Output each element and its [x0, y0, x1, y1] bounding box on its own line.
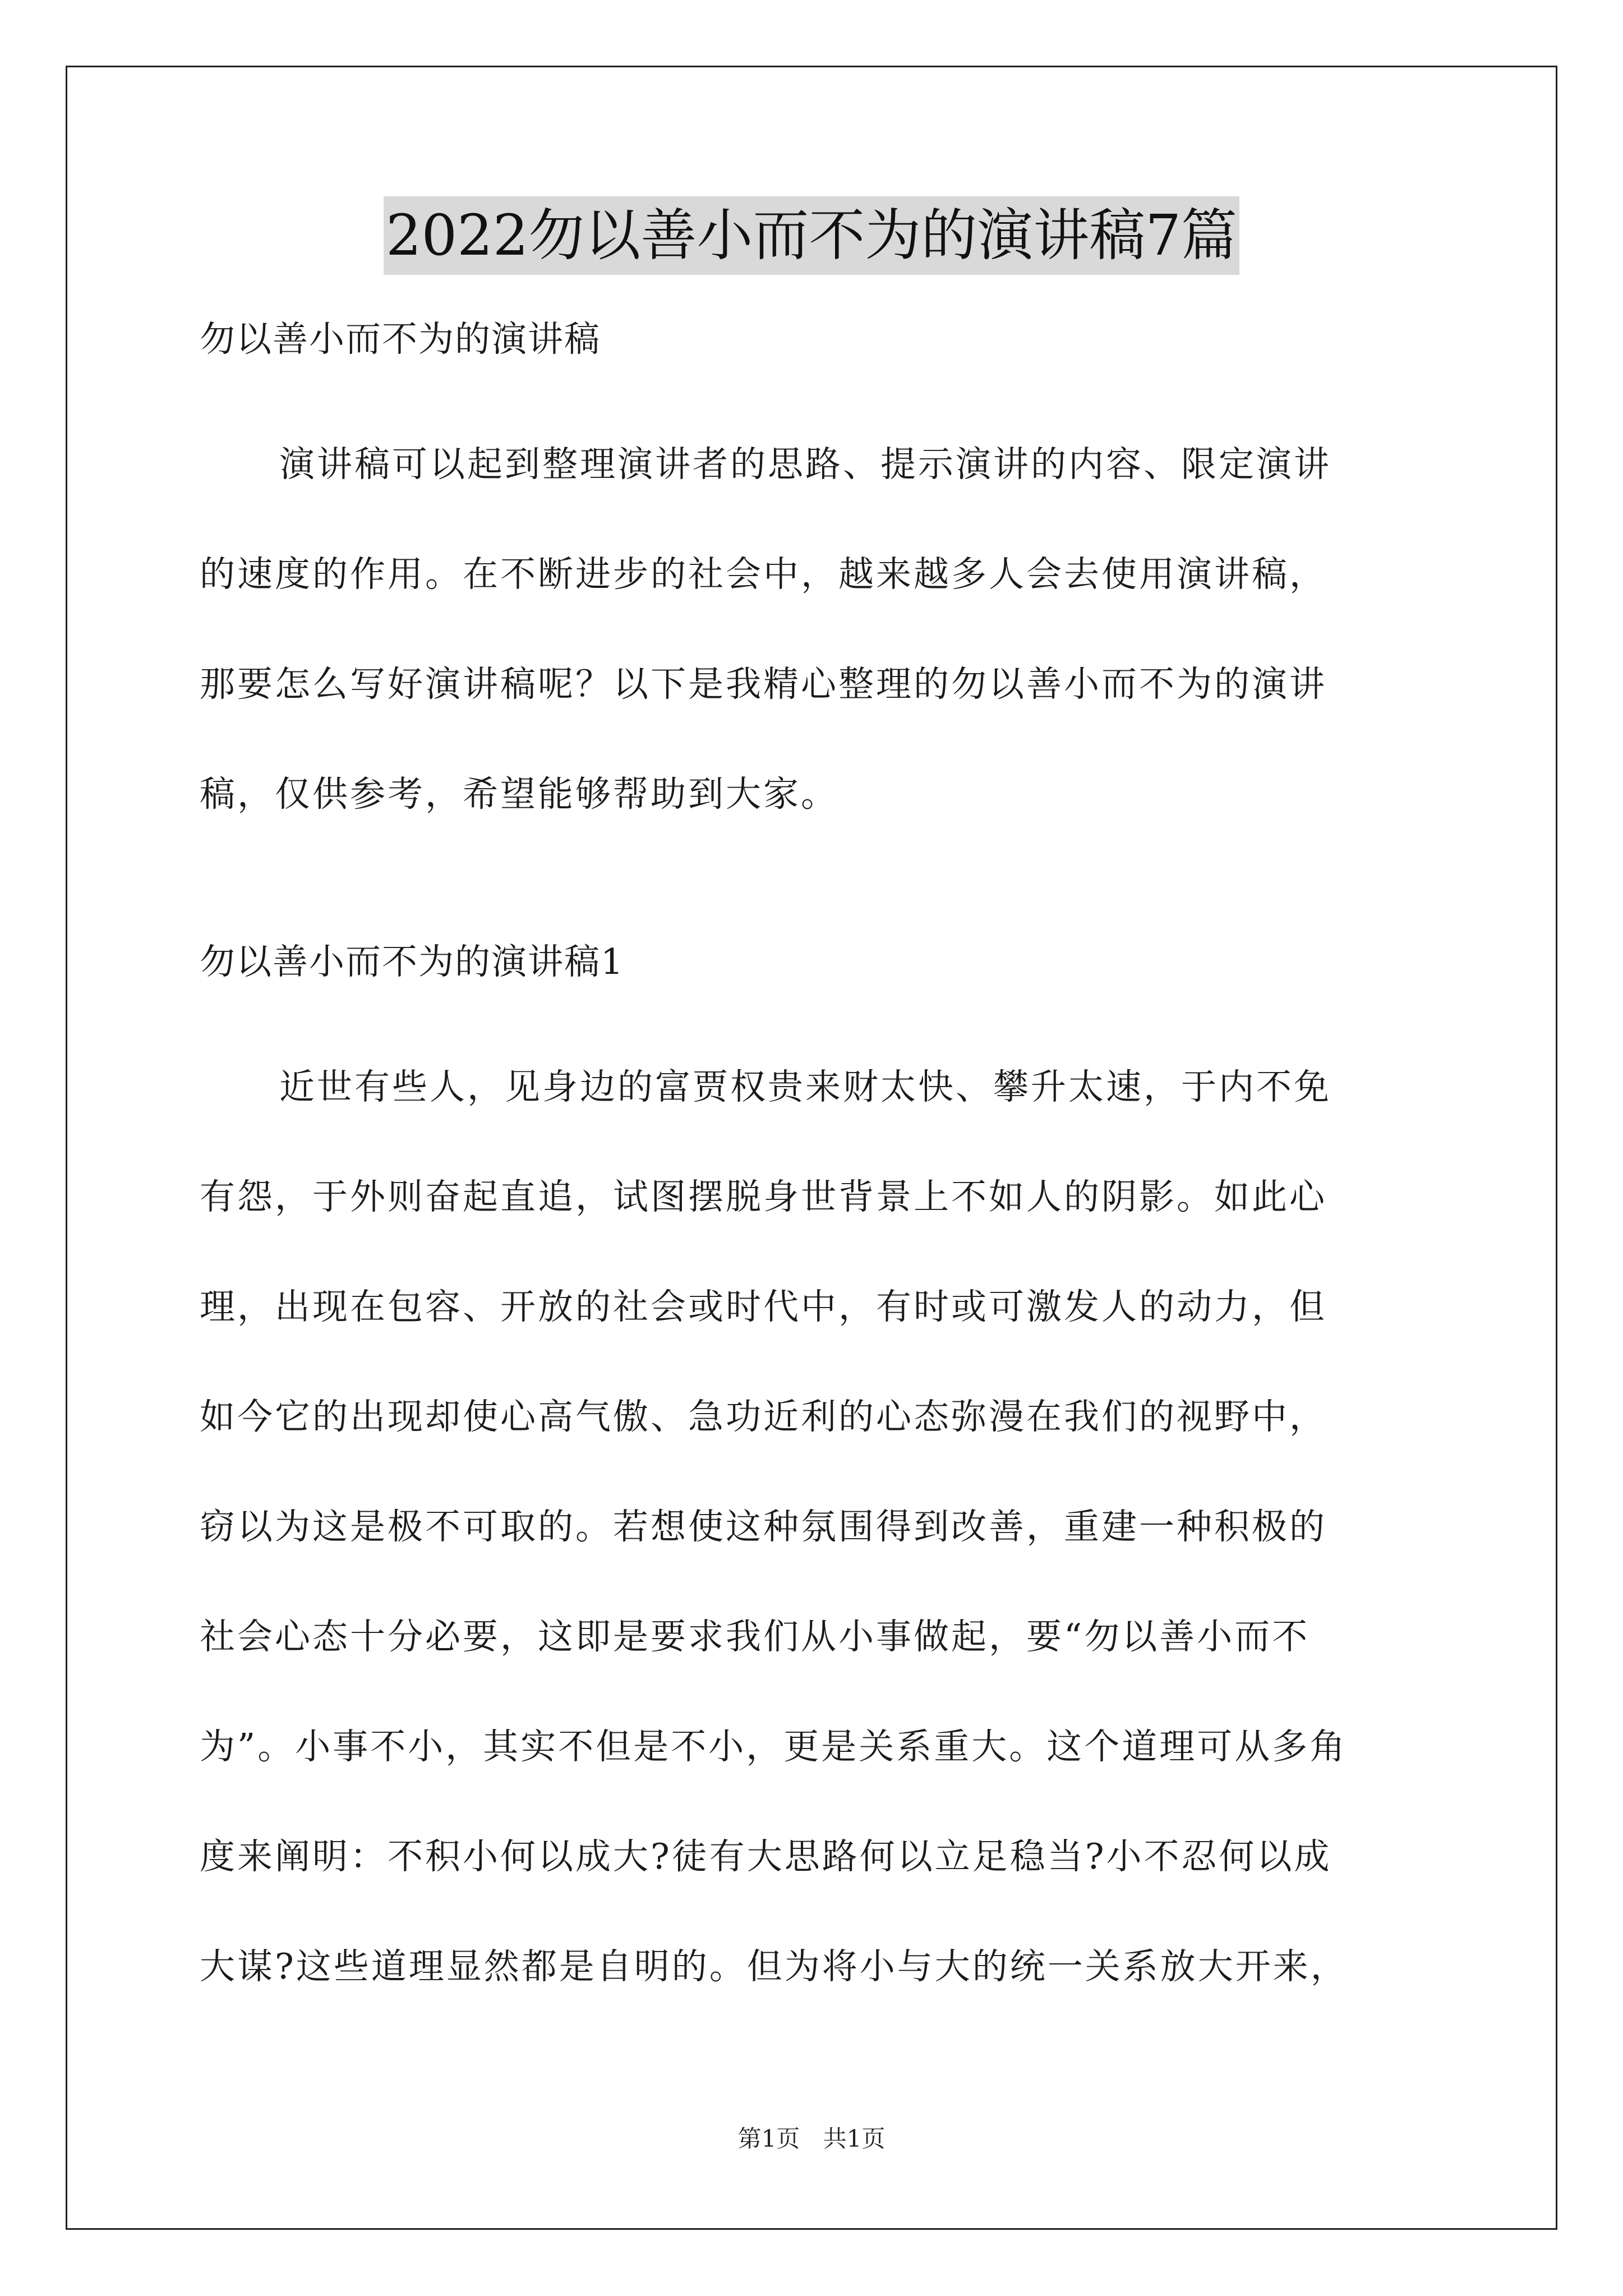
title-container [0, 196, 1623, 275]
paragraph-line: 度来阐明：不积小何以成大?徒有大思路何以立足稳当?小不忍何以成 [200, 1836, 1332, 1877]
section1-paragraph [200, 1032, 1433, 2022]
paragraph-line: 社会心态十分必要，这即是要求我们从小事做起，要“勿以善小而不 [200, 1616, 1310, 1657]
paragraph-line: 有怨，于外则奋起直追，试图摆脱身世背景上不如人的阴影。如此心 [200, 1176, 1327, 1217]
paragraph-line: 演讲稿可以起到整理演讲者的思路、提示演讲的内容、限定演讲 [279, 444, 1331, 485]
paragraph-line: 如今它的出现却使心高气傲、急功近利的心态弥漫在我们的视野中， [200, 1396, 1327, 1437]
page-footer [0, 2120, 1623, 2154]
section-heading-1: 勿以善小而不为的演讲稿1 [200, 941, 625, 982]
paragraph-line: 那要怎么写好演讲稿呢？以下是我精心整理的勿以善小而不为的演讲 [200, 664, 1327, 705]
section-heading-intro: 勿以善小而不为的演讲稿 [200, 319, 601, 360]
paragraph-line: 近世有些人，见身边的富贾权贵来财太快、攀升太速，于内不免 [279, 1066, 1331, 1107]
paragraph-line: 理，出现在包容、开放的社会或时代中，有时或可激发人的动力，但 [200, 1286, 1327, 1327]
paragraph-line: 大谋?这些道理显然都是自明的。但为将小与大的统一关系放大开来， [200, 1946, 1348, 1987]
document-title: 2022勿以善小而不为的演讲稿7篇 [384, 196, 1239, 275]
page-total: 共1页 [823, 2125, 886, 2152]
intro-paragraph [200, 409, 1433, 849]
paragraph-line: 为”。小事不小，其实不但是不小，更是关系重大。这个道理可从多角 [200, 1726, 1348, 1767]
page-number: 第1页 [737, 2125, 800, 2152]
paragraph-line: 稿，仅供参考，希望能够帮助到大家。 [200, 774, 838, 815]
paragraph-line: 窃以为这是极不可取的。若想使这种氛围得到改善，重建一种积极的 [200, 1506, 1327, 1547]
paragraph-line: 的速度的作用。在不断进步的社会中，越来越多人会去使用演讲稿， [200, 554, 1327, 595]
